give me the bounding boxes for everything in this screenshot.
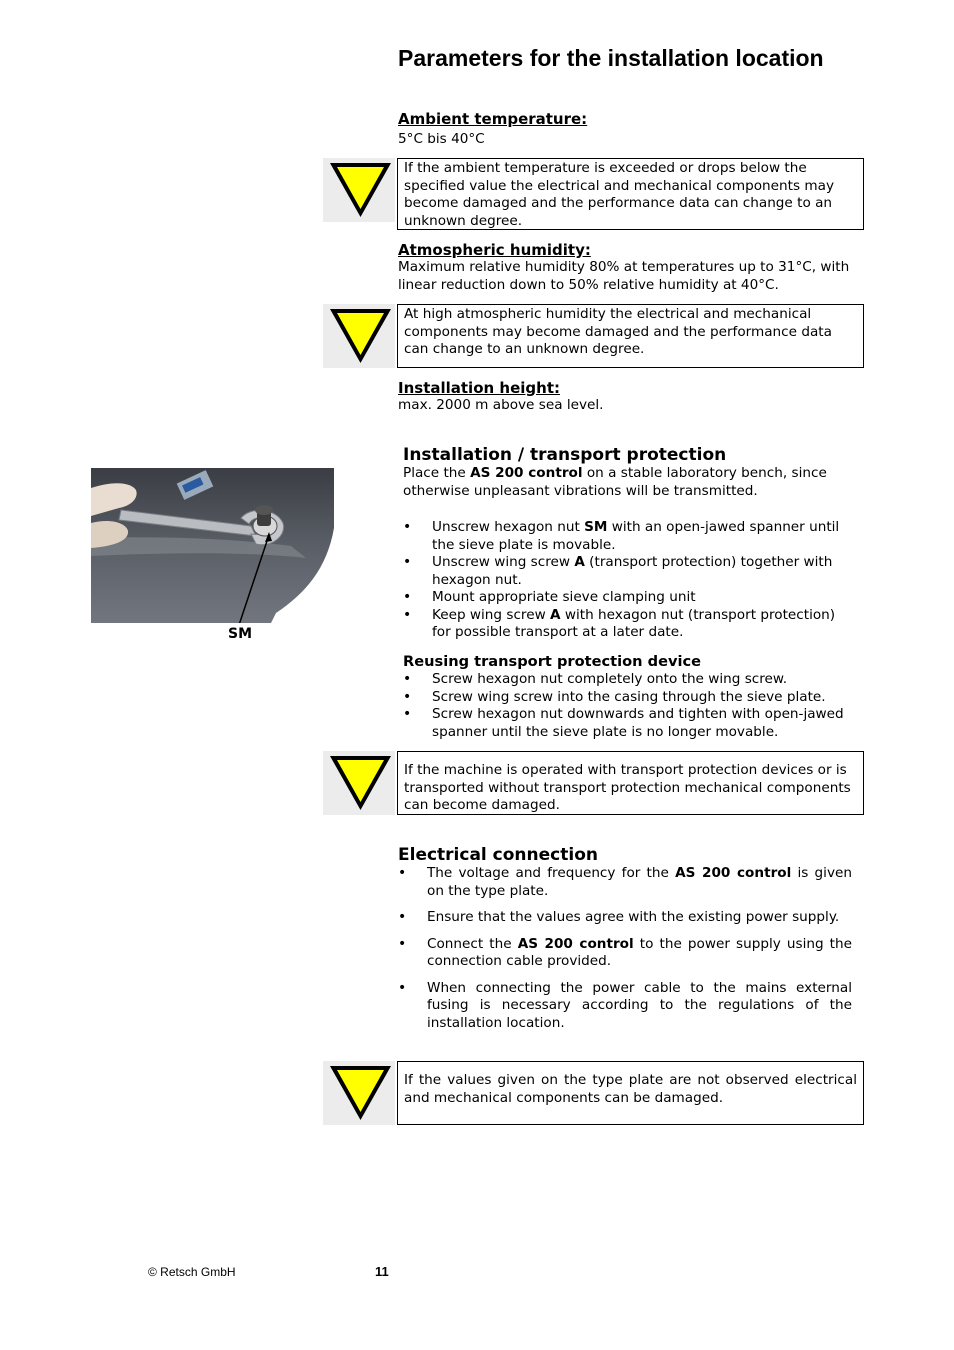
transport-heading: Installation / transport protection bbox=[403, 445, 727, 465]
ambient-heading: Ambient temperature: bbox=[398, 110, 588, 128]
intro-text: on a stable laboratory bench, since otherwise unpleasant vibrations will be transmitted. bbox=[403, 465, 827, 499]
humidity-warning-box bbox=[397, 304, 864, 368]
intro-text: Place the bbox=[403, 465, 471, 481]
humidity-warning-text: At high atmospheric humidity the electrical and mechanical components may become damaged and the performance data can change to an unknown degree. bbox=[404, 306, 832, 357]
step-text: Mount appropriate sieve clamping unit bbox=[432, 589, 696, 605]
humidity-heading: Atmospheric humidity: bbox=[398, 241, 591, 259]
transport-steps-list bbox=[403, 519, 858, 642]
list-item: • Screw hexagon nut completely onto the wing screw. bbox=[403, 671, 858, 689]
step-bold: SM bbox=[584, 519, 608, 535]
step-text: Unscrew wing screw bbox=[432, 554, 575, 570]
transport-warning-text: If the machine is operated with transport protection devices or is transported without transport protection mechanical components can become damaged. bbox=[404, 762, 851, 813]
footer-copyright: © Retsch GmbH bbox=[148, 1265, 236, 1279]
list-item bbox=[403, 607, 858, 642]
step-text: (transport protection) together with hexagon nut. bbox=[432, 554, 833, 588]
product-name: AS 200 control bbox=[675, 865, 792, 881]
list-item bbox=[398, 980, 852, 1033]
height-heading: Installation height: bbox=[398, 379, 560, 397]
warning-triangle-icon bbox=[323, 158, 395, 222]
list-item: • Screw hexagon nut downwards and tighten with open-jawed spanner until the sieve plate is no longer movable. bbox=[403, 706, 858, 741]
product-name: AS 200 control bbox=[517, 935, 634, 952]
list-item bbox=[403, 554, 858, 589]
list-item bbox=[403, 589, 858, 607]
product-name: AS 200 control bbox=[470, 465, 583, 481]
transport-protection-photo bbox=[91, 468, 334, 623]
step-bold: A bbox=[550, 606, 561, 623]
page-title: Parameters for the installation location bbox=[398, 45, 824, 71]
humidity-value: Maximum relative humidity 80% at temperatures up to 31°C, with linear reduction down to 50% relative humidity at 40°C. bbox=[398, 259, 850, 293]
transport-intro bbox=[403, 465, 863, 500]
electrical-warning-box bbox=[397, 1061, 864, 1125]
reuse-steps-list bbox=[403, 671, 858, 741]
item-text: to the power supply using the connection cable provided. bbox=[427, 935, 852, 969]
step-text: Unscrew hexagon nut bbox=[432, 519, 585, 535]
step-bold: A bbox=[574, 554, 585, 570]
step-text: Keep wing screw bbox=[432, 606, 551, 623]
list-item bbox=[398, 936, 852, 971]
electrical-heading: Electrical connection bbox=[398, 845, 598, 865]
list-item: • Screw wing screw into the casing through the sieve plate. bbox=[403, 689, 858, 707]
ambient-warning-text: If the ambient temperature is exceeded or drops below the specified value the electrical and mechanical components may become damaged and the performance data can change to an unknown degree. bbox=[404, 160, 834, 229]
photo-label-sm: SM bbox=[228, 626, 253, 642]
warning-triangle-icon bbox=[323, 751, 395, 815]
item-text: Ensure that the values agree with the existing power supply. bbox=[427, 909, 840, 925]
transport-warning-box bbox=[397, 751, 864, 815]
item-text: The voltage and frequency for the bbox=[427, 865, 676, 881]
step-text: with an open-jawed spanner until the sieve plate is movable. bbox=[432, 519, 840, 553]
item-text: Connect the bbox=[427, 935, 518, 952]
list-item bbox=[403, 519, 858, 554]
warning-triangle-icon bbox=[323, 1061, 395, 1125]
height-value: max. 2000 m above sea level. bbox=[398, 397, 604, 413]
electrical-warning-text: If the values given on the type plate are not observed electrical and mechanical components can be damaged. bbox=[404, 1072, 857, 1106]
page-number: 11 bbox=[375, 1264, 389, 1279]
list-item bbox=[398, 865, 852, 900]
ambient-warning-box bbox=[397, 158, 864, 230]
item-text: is given on the type plate. bbox=[427, 865, 852, 899]
list-item bbox=[398, 909, 852, 927]
reuse-heading: Reusing transport protection device bbox=[403, 653, 702, 670]
item-text: When connecting the power cable to the mains external fusing is necessary according to the regulations of the installation location. bbox=[427, 979, 852, 1031]
step-text: with hexagon nut (transport protection) for possible transport at a later date. bbox=[432, 606, 836, 640]
ambient-value: 5°C bis 40°C bbox=[398, 131, 485, 147]
warning-triangle-icon bbox=[323, 304, 395, 368]
electrical-list bbox=[398, 865, 852, 1041]
